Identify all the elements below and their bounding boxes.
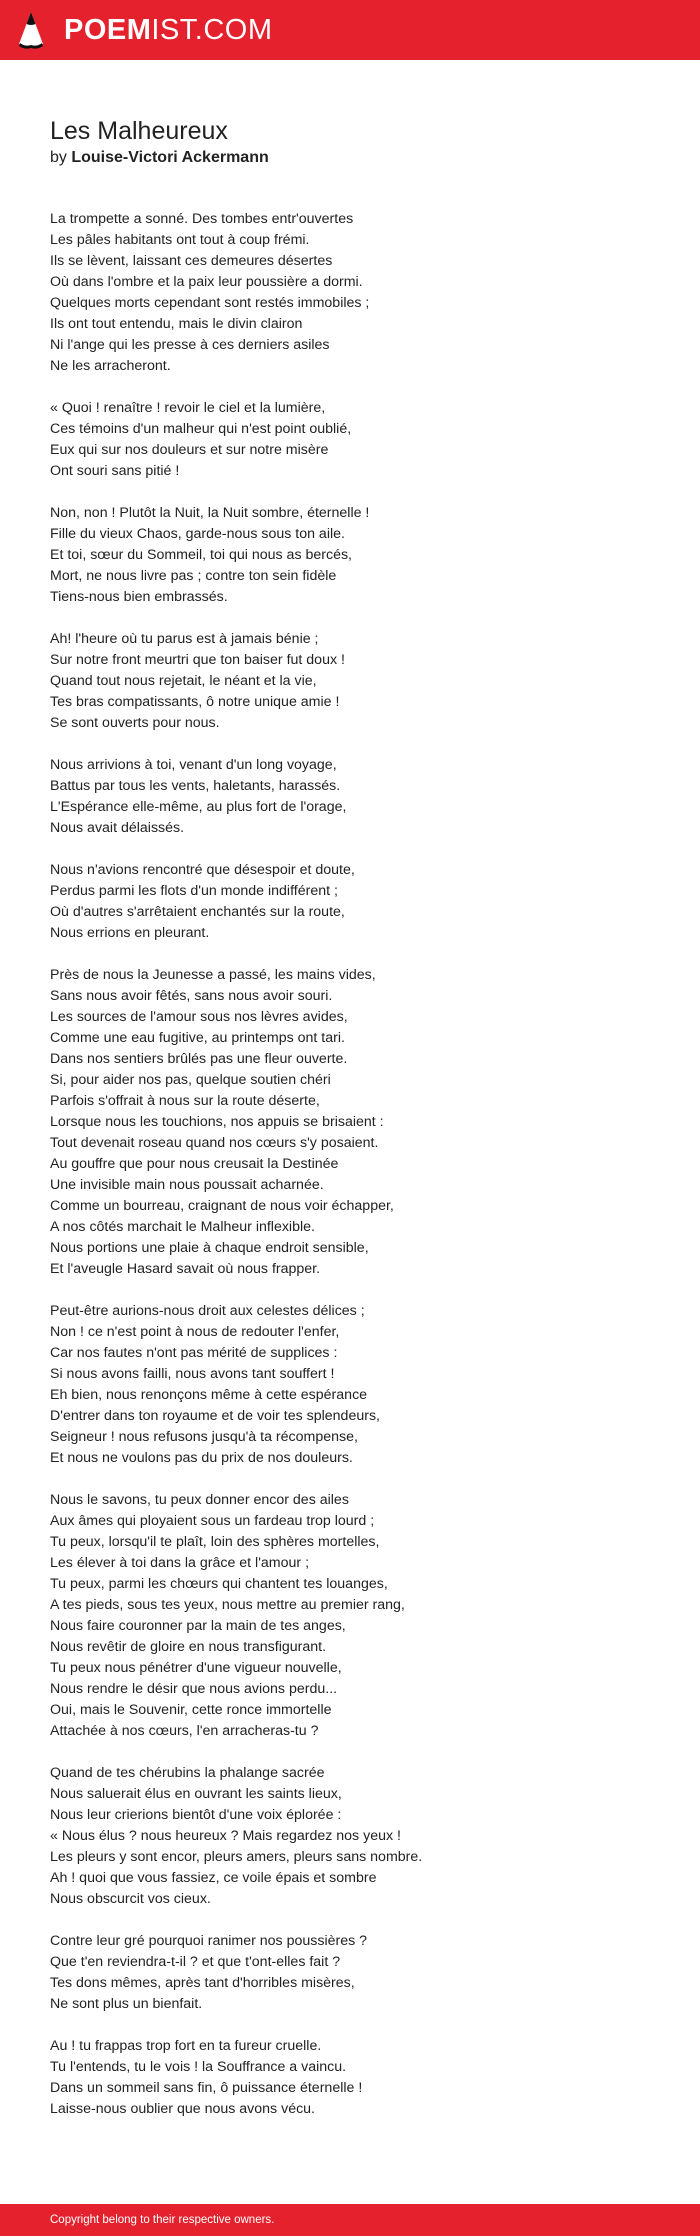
poem-line: Les pleurs y sont encor, pleurs amers, pleurs sans nombre. (50, 1849, 423, 1865)
poem-line: Et toi, sœur du Sommeil, toi qui nous as bercés, (50, 547, 353, 563)
logo-light-text: IST.COM (151, 14, 273, 46)
stanza (50, 629, 650, 734)
byline-prefix: by (50, 149, 67, 166)
poem-line: Et l'aveugle Hasard savait où nous frapper. (50, 1261, 321, 1277)
poem-line: Et nous ne voulons pas du prix de nos douleurs. (50, 1450, 353, 1466)
poem-line: Tu l'entends, tu le vois ! la Souffrance a vaincu. (50, 2059, 347, 2075)
poem-line: Si, pour aider nos pas, quelque soutien chéri (50, 1072, 331, 1088)
author-name[interactable]: Louise-Victori Ackermann (71, 149, 269, 166)
poem-line: Les élever à toi dans la grâce et l'amour ; (50, 1555, 310, 1571)
poem-line: Ah! l'heure où tu parus est à jamais bénie ; (50, 631, 319, 647)
poem-line: Nous saluerait élus en ouvrant les saints lieux, (50, 1786, 342, 1802)
stanza (50, 209, 650, 377)
poem-line: Où d'autres s'arrêtaient enchantés sur la route, (50, 904, 345, 920)
poem-line: D'entrer dans ton royaume et de voir tes splendeurs, (50, 1408, 380, 1424)
poem-line: Si nous avons failli, nous avons tant souffert ! (50, 1366, 335, 1382)
poem-line: Comme un bourreau, craignant de nous voir échapper, (50, 1198, 394, 1214)
poem-line: Nous rendre le désir que nous avions perdu... (50, 1681, 338, 1697)
poem-line: La trompette a sonné. Des tombes entr'ouvertes (50, 211, 354, 227)
poem-line: Mort, ne nous livre pas ; contre ton sein fidèle (50, 568, 337, 584)
poem-line: Sans nous avoir fêtés, sans nous avoir souri. (50, 988, 333, 1004)
poem-line: Aux âmes qui ployaient sous un fardeau trop lourd ; (50, 1513, 375, 1529)
poem-line: Peut-être aurions-nous droit aux celestes délices ; (50, 1303, 365, 1319)
stanza (50, 1301, 650, 1469)
stanza (50, 860, 650, 944)
poem-line: Nous portions une plaie à chaque endroit sensible, (50, 1240, 369, 1256)
poem-line: Quelques morts cependant sont restés immobiles ; (50, 295, 370, 311)
poem-line: Lorsque nous les touchions, nos appuis se brisaient : (50, 1114, 384, 1130)
poem-line: A nos côtés marchait le Malheur inflexible. (50, 1219, 315, 1235)
poem-line: Que t'en reviendra-t-il ? et que t'ont-elles fait ? (50, 1954, 341, 1970)
poem-line: Fille du vieux Chaos, garde-nous sous ton aile. (50, 526, 345, 542)
poem-line: Perdus parmi les flots d'un monde indifférent ; (50, 883, 338, 899)
poem-line: Eh bien, nous renonçons même à cette espérance (50, 1387, 368, 1403)
poem-body (50, 209, 650, 2120)
poem-line: Eux qui sur nos douleurs et sur notre misère (50, 442, 329, 458)
poem-line: Se sont ouverts pour nous. (50, 715, 220, 731)
poem-line: « Nous élus ? nous heureux ? Mais regardez nos yeux ! (50, 1828, 401, 1844)
poem-line: Nous arrivions à toi, venant d'un long voyage, (50, 757, 337, 773)
poem-line: Dans un sommeil sans fin, ô puissance éternelle ! (50, 2080, 363, 2096)
logo-wordmark (64, 10, 273, 50)
poem-line: Nous faire couronner par la main de tes anges, (50, 1618, 346, 1634)
poem-line: Ne les arracheront. (50, 358, 171, 374)
poem-line: L'Espérance elle-même, au plus fort de l'orage, (50, 799, 347, 815)
poem-line: Les pâles habitants ont tout à coup frémi. (50, 232, 310, 248)
poem-line: A tes pieds, sous tes yeux, nous mettre au premier rang, (50, 1597, 405, 1613)
poem-line: Oui, mais le Souvenir, cette ronce immortelle (50, 1702, 332, 1718)
poem-line: Contre leur gré pourquoi ranimer nos poussières ? (50, 1933, 368, 1949)
poem-line: Sur notre front meurtri que ton baiser fut doux ! (50, 652, 345, 668)
poem-line: Les sources de l'amour sous nos lèvres avides, (50, 1009, 348, 1025)
poem-line: Laisse-nous oublier que nous avons vécu. (50, 2101, 316, 2117)
poem-line: Seigneur ! nous refusons jusqu'à ta récompense, (50, 1429, 358, 1445)
poem-line: Attachée à nos cœurs, l'en arracheras-tu ? (50, 1723, 319, 1739)
pencil-tip-icon (16, 10, 46, 50)
poem-line: Où dans l'ombre et la paix leur poussière a dormi. (50, 274, 363, 290)
poem-line: Ils ont tout entendu, mais le divin clairon (50, 316, 303, 332)
poem-line: Nous errions en pleurant. (50, 925, 210, 941)
stanza (50, 398, 650, 482)
poem-line: Car nos fautes n'ont pas mérité de supplices : (50, 1345, 338, 1361)
poem-line: Ah ! quoi que vous fassiez, ce voile épais et sombre (50, 1870, 377, 1886)
poem-line: Ni l'ange qui les presse à ces derniers asiles (50, 337, 330, 353)
poem-line: Ont souri sans pitié ! (50, 463, 180, 479)
stanza (50, 1490, 650, 1742)
poem-line: Nous le savons, tu peux donner encor des ailes (50, 1492, 349, 1508)
stanza (50, 2036, 650, 2120)
poem-line: Non, non ! Plutôt la Nuit, la Nuit sombre, éternelle ! (50, 505, 370, 521)
poem-line: Dans nos sentiers brûlés pas une fleur ouverte. (50, 1051, 348, 1067)
poem-line: Nous leur crierions bientôt d'une voix éplorée : (50, 1807, 342, 1823)
site-logo[interactable] (16, 10, 273, 50)
poem-line: Près de nous la Jeunesse a passé, les mains vides, (50, 967, 376, 983)
poem-line: Nous revêtir de gloire en nous transfigurant. (50, 1639, 327, 1655)
poem-line: Battus par tous les vents, haletants, harassés. (50, 778, 341, 794)
site-footer (0, 2204, 700, 2236)
poem-line: Au ! tu frappas trop fort en ta fureur cruelle. (50, 2038, 322, 2054)
poem-line: Parfois s'offrait à nous sur la route déserte, (50, 1093, 320, 1109)
poem-line: Nous obscurcit vos cieux. (50, 1891, 211, 1907)
poem-content (50, 115, 650, 2141)
poem-line: Nous n'avions rencontré que désespoir et doute, (50, 862, 355, 878)
poem-line: Tu peux, lorsqu'il te plaît, loin des sphères mortelles, (50, 1534, 380, 1550)
poem-line: Au gouffre que pour nous creusait la Destinée (50, 1156, 339, 1172)
poem-line: Tiens-nous bien embrassés. (50, 589, 228, 605)
poem-line: Ces témoins d'un malheur qui n'est point oublié, (50, 421, 352, 437)
stanza (50, 755, 650, 839)
poem-line: Quand de tes chérubins la phalange sacrée (50, 1765, 325, 1781)
poem-line: Tu peux nous pénétrer d'une vigueur nouvelle, (50, 1660, 342, 1676)
poem-line: Tu peux, parmi les chœurs qui chantent tes louanges, (50, 1576, 388, 1592)
stanza (50, 1763, 650, 1910)
poem-line: « Quoi ! renaître ! revoir le ciel et la lumière, (50, 400, 326, 416)
poem-line: Comme une eau fugitive, au printemps ont tari. (50, 1030, 345, 1046)
poem-line: Ne sont plus un bienfait. (50, 1996, 203, 2012)
poem-line: Ils se lèvent, laissant ces demeures désertes (50, 253, 333, 269)
byline (50, 147, 650, 169)
poem-line: Tes bras compatissants, ô notre unique amie ! (50, 694, 340, 710)
logo-bold-text: POEM (64, 14, 152, 46)
stanza (50, 965, 650, 1280)
poem-line: Nous avait délaissés. (50, 820, 185, 836)
stanza (50, 503, 650, 608)
poem-title: Les Malheureux (50, 117, 228, 145)
stanza (50, 1931, 650, 2015)
poem-line: Non ! ce n'est point à nous de redouter l'enfer, (50, 1324, 340, 1340)
poem-line: Tout devenait roseau quand nos cœurs s'y posaient. (50, 1135, 379, 1151)
poem-line: Tes dons mêmes, après tant d'horribles misères, (50, 1975, 355, 1991)
copyright-text: Copyright belong to their respective owners. (50, 2214, 275, 2226)
site-header (0, 0, 700, 60)
poem-line: Quand tout nous rejetait, le néant et la vie, (50, 673, 317, 689)
poem-line: Une invisible main nous poussait acharnée. (50, 1177, 324, 1193)
